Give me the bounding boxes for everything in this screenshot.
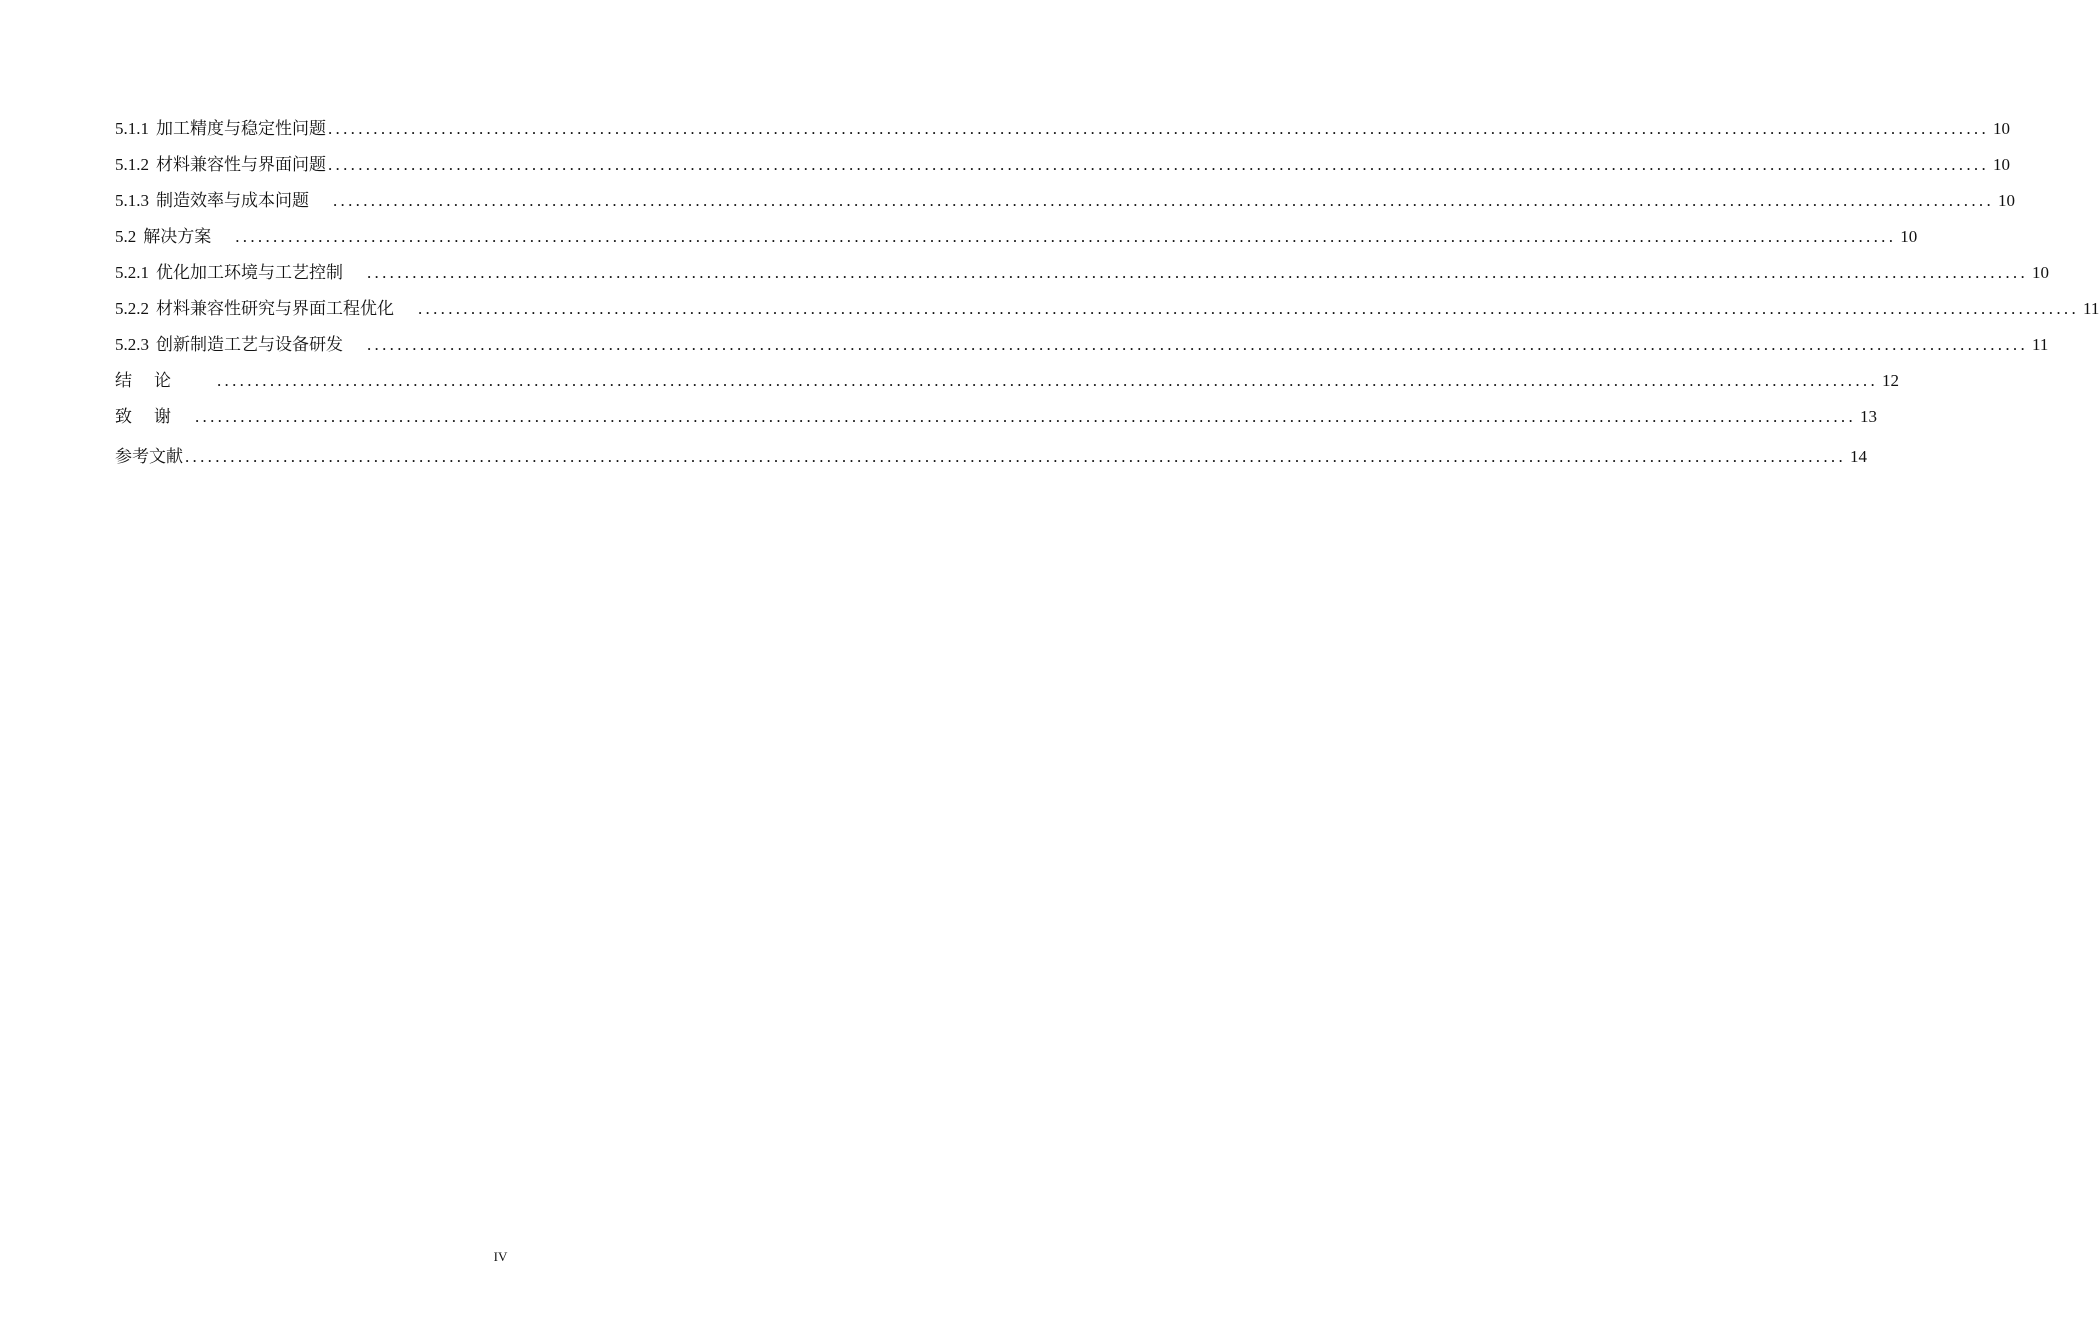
toc-entry[interactable] (115, 297, 2099, 333)
toc-entry-title: 加工精度与稳定性问题 (156, 119, 326, 139)
toc-entry-label (115, 333, 343, 357)
toc-entry-label (115, 405, 193, 429)
toc-entry-label (115, 297, 394, 321)
toc-entry-page: 10 (2032, 263, 2049, 282)
toc-entry-title: 创新制造工艺与设备研发 (156, 335, 343, 355)
toc-entry-page: 14 (1850, 447, 1867, 466)
toc-entry-number: 5.1.1 (115, 119, 149, 138)
toc-leader-dots: ............................................................................................................................................................................................................................ (195, 407, 1856, 426)
toc-entry[interactable] (115, 405, 1877, 441)
toc-leader-dots: ............................................................................................................................................................................................................................ (235, 227, 1897, 246)
toc-entry-page: 10 (1900, 227, 1918, 246)
toc-entry-page: 13 (1860, 407, 1877, 426)
toc-entry-label (115, 369, 193, 393)
toc-entry[interactable] (115, 117, 2010, 153)
toc-entry-label (115, 261, 343, 285)
toc-entry-number: 5.2 (115, 227, 137, 246)
table-of-contents (115, 117, 2099, 481)
toc-entry-number: 5.1.3 (115, 191, 149, 210)
toc-entry-number: 5.1.2 (115, 155, 149, 174)
toc-entry-label (115, 153, 326, 177)
toc-entry-label (115, 225, 211, 249)
toc-leader-dots: ............................................................................................................................................................................................................................ (367, 263, 2028, 282)
toc-entry-page: 11 (2032, 335, 2049, 354)
toc-entry-label (115, 117, 326, 141)
toc-entry-title: 制造效率与成本问题 (156, 191, 309, 211)
toc-entry-title: 材料兼容性与界面问题 (156, 155, 326, 175)
toc-entry-title: 结论 (115, 371, 193, 391)
toc-entry-title: 材料兼容性研究与界面工程优化 (156, 299, 394, 319)
toc-entry[interactable] (115, 445, 1867, 481)
toc-entry[interactable] (115, 189, 2015, 225)
toc-entry-page: 11 (2083, 299, 2099, 318)
toc-entry-title: 解决方案 (143, 227, 212, 247)
toc-entry[interactable] (115, 369, 1899, 405)
toc-entry-number: 5.2.1 (115, 263, 149, 282)
page-number: IV (493, 1249, 508, 1264)
toc-leader-dots: ............................................................................................................................................................................................................................ (328, 119, 1989, 138)
toc-entry-title: 优化加工环境与工艺控制 (156, 263, 343, 283)
toc-entry[interactable] (115, 153, 2010, 189)
toc-entry-label (115, 189, 309, 213)
toc-entry[interactable] (115, 261, 2049, 297)
toc-leader-dots: ............................................................................................................................................................................................................................ (217, 371, 1878, 390)
toc-leader-dots: ............................................................................................................................................................................................................................ (333, 191, 1994, 210)
toc-leader-dots: ............................................................................................................................................................................................................................ (418, 299, 2079, 318)
toc-entry-page: 10 (1993, 155, 2010, 174)
toc-entry[interactable] (115, 333, 2049, 369)
toc-entry-number: 5.2.2 (115, 299, 149, 318)
toc-entry-title: 参考文献 (115, 447, 183, 467)
toc-entry-number: 5.2.3 (115, 335, 149, 354)
toc-entry-page: 10 (1998, 191, 2015, 210)
toc-entry-label (115, 445, 183, 469)
toc-entry[interactable] (115, 225, 1918, 261)
toc-leader-dots: ............................................................................................................................................................................................................................ (367, 335, 2028, 354)
toc-entry-page: 12 (1882, 371, 1899, 390)
toc-entry-page: 10 (1993, 119, 2010, 138)
toc-entry-title: 致谢 (115, 407, 193, 427)
toc-leader-dots: ............................................................................................................................................................................................................................ (328, 155, 1989, 174)
toc-leader-dots: ............................................................................................................................................................................................................................ (185, 447, 1846, 466)
